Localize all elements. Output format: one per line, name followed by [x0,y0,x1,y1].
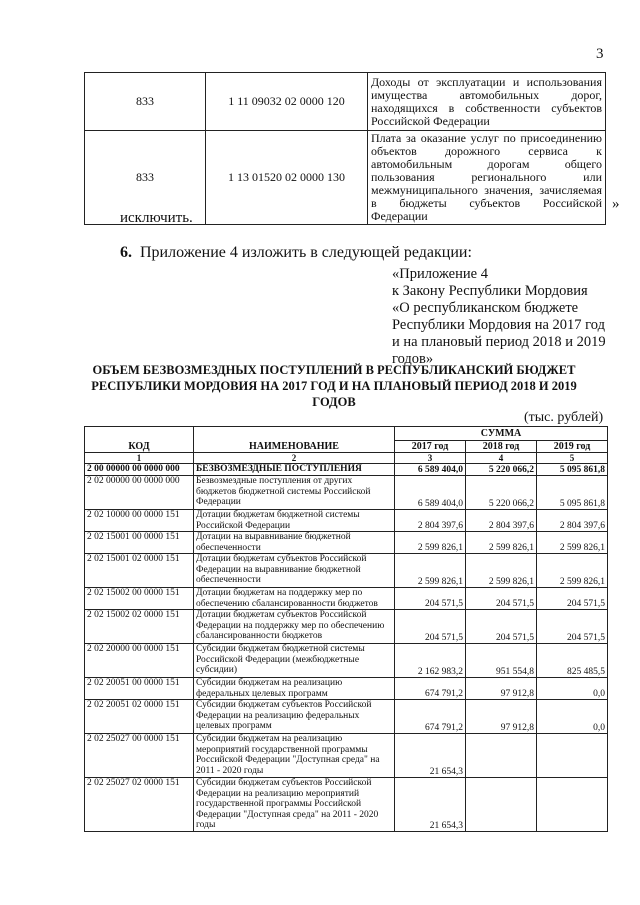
name-cell: Дотации бюджетам бюджетной системы Российской Федерации [194,510,395,532]
annex-line: «Приложение 4 [392,266,488,282]
table-row [85,778,608,832]
page-number: 3 [596,46,604,62]
name-cell: Безвозмездные поступления от других бюджетов бюджетной системы Российской Федерации [194,476,395,510]
value-2017: 674 791,2 [395,700,466,734]
value-2017: 6 589 404,0 [395,464,466,476]
col-number: 1 [85,453,194,464]
closing-quote: » [612,196,620,212]
item-text: Приложение 4 изложить в следующей редакции: [140,244,472,261]
value-2018: 97 912,8 [466,700,537,734]
item-6 [120,244,472,262]
value-2019: 5 095 861,8 [537,464,608,476]
table-row [85,464,608,476]
value-2018: 2 599 826,1 [466,554,537,588]
header-name: НАИМЕНОВАНИЕ [194,427,395,453]
table-row [85,588,608,610]
code-cell: 2 02 20051 02 0000 151 [85,700,194,734]
excluded-rows-table [84,72,606,225]
table-row [85,532,608,554]
value-2018: 204 571,5 [466,610,537,644]
annex-line: «О республиканском бюджете [392,300,579,316]
annex-line: годов» [392,351,434,367]
col-number: 3 [395,453,466,464]
kbk-code-cell: 1 11 09032 02 0000 120 [206,73,368,131]
value-2019: 5 095 861,8 [537,476,608,510]
code-cell: 2 02 25027 02 0000 151 [85,778,194,832]
table-row [85,73,606,131]
value-2018: 5 220 066,2 [466,464,537,476]
code-cell: 2 02 15002 00 0000 151 [85,588,194,610]
value-2019: 204 571,5 [537,588,608,610]
value-2018: 5 220 066,2 [466,476,537,510]
value-2019: 204 571,5 [537,610,608,644]
item-number: 6. [120,244,132,261]
table-row [85,734,608,778]
name-cell: Субсидии бюджетам субъектов Российской Федерации на реализацию мероприятий государственной программы Российской Федерации "Доступная среда" на 2011 - 2020 годы [194,778,395,832]
kbk-code-cell: 1 13 01520 02 0000 130 [206,131,368,225]
value-2017: 674 791,2 [395,678,466,700]
value-2019: 2 804 397,6 [537,510,608,532]
description-cell: Плата за оказание услуг по присоединению объектов дорожного сервиса к автомобильным дорогам общего пользования регионального или межмуниципального значения, зачисляемая в бюджеты субъектов Российской Федерации [368,131,606,225]
exclude-text: исключить. [120,210,193,226]
annex-line: и на плановый период 2018 и 2019 [392,334,606,350]
col-number: 4 [466,453,537,464]
code-cell: 2 02 00000 00 0000 000 [85,476,194,510]
annex-reference [392,266,612,368]
code-cell: 2 02 15001 00 0000 151 [85,532,194,554]
name-cell: Субсидии бюджетам бюджетной системы Российской Федерации (межбюджетные субсидии) [194,644,395,678]
code-cell: 2 02 20051 00 0000 151 [85,678,194,700]
value-2019: 0,0 [537,678,608,700]
table-row [85,476,608,510]
code-cell: 2 02 10000 00 0000 151 [85,510,194,532]
code-cell: 2 02 15002 02 0000 151 [85,610,194,644]
value-2017: 2 599 826,1 [395,554,466,588]
code-cell: 2 02 25027 00 0000 151 [85,734,194,778]
name-cell: Дотации на выравнивание бюджетной обеспеченности [194,532,395,554]
value-2017: 2 162 983,2 [395,644,466,678]
table-title [62,362,606,410]
header-sum: СУММА [395,427,608,441]
value-2019: 825 485,5 [537,644,608,678]
value-2017: 2 804 397,6 [395,510,466,532]
title-line: ГОДОВ [312,395,356,409]
col-number: 5 [537,453,608,464]
value-2017: 6 589 404,0 [395,476,466,510]
admin-code-cell: 833 [85,131,206,225]
name-cell: Дотации бюджетам субъектов Российской Федерации на выравнивание бюджетной обеспеченности [194,554,395,588]
value-2017: 2 599 826,1 [395,532,466,554]
value-2019: 0,0 [537,700,608,734]
name-cell: Субсидии бюджетам субъектов Российской Федерации на реализацию федеральных целевых программ [194,700,395,734]
value-2019: 2 599 826,1 [537,532,608,554]
units-label: (тыс. рублей) [524,410,604,425]
value-2017: 21 654,3 [395,778,466,832]
description-cell: Доходы от эксплуатации и использования имущества автомобильных дорог, находящихся в собственности субъектов Российской Федерации [368,73,606,131]
value-2018: 97 912,8 [466,678,537,700]
name-cell: Субсидии бюджетам на реализацию мероприятий государственной программы Российской Федерации "Доступная среда" на 2011 - 2020 годы [194,734,395,778]
table-row [85,610,608,644]
admin-code-cell: 833 [85,73,206,131]
value-2019: 2 599 826,1 [537,554,608,588]
header-2017: 2017 год [395,441,466,453]
value-2018: 204 571,5 [466,588,537,610]
table-row [85,554,608,588]
header-2018: 2018 год [466,441,537,453]
table-row [85,700,608,734]
table-row [85,510,608,532]
annex-line: к Закону Республики Мордовия [392,283,588,299]
revenue-table [84,426,608,832]
name-cell: БЕЗВОЗМЕЗДНЫЕ ПОСТУПЛЕНИЯ [194,464,395,476]
table-row [85,644,608,678]
value-2018: 951 554,8 [466,644,537,678]
code-cell: 2 02 15001 02 0000 151 [85,554,194,588]
value-2018 [466,734,537,778]
value-2017: 204 571,5 [395,610,466,644]
code-cell: 2 02 20000 00 0000 151 [85,644,194,678]
annex-line: Республики Мордовия на 2017 год [392,317,605,333]
value-2017: 204 571,5 [395,588,466,610]
value-2018 [466,778,537,832]
name-cell: Субсидии бюджетам на реализацию федеральных целевых программ [194,678,395,700]
value-2019 [537,734,608,778]
value-2018: 2 804 397,6 [466,510,537,532]
code-cell: 2 00 00000 00 0000 000 [85,464,194,476]
header-2019: 2019 год [537,441,608,453]
name-cell: Дотации бюджетам субъектов Российской Федерации на поддержку мер по обеспечению сбалансированности бюджетов [194,610,395,644]
col-number: 2 [194,453,395,464]
table-row [85,678,608,700]
title-line: ОБЪЕМ БЕЗВОЗМЕЗДНЫХ ПОСТУПЛЕНИЙ В РЕСПУБЛИКАНСКИЙ БЮДЖЕТ [92,363,576,377]
header-code: КОД [85,427,194,453]
value-2018: 2 599 826,1 [466,532,537,554]
title-line: РЕСПУБЛИКИ МОРДОВИЯ НА 2017 ГОД И НА ПЛАНОВЫЙ ПЕРИОД 2018 И 2019 [91,379,577,393]
value-2019 [537,778,608,832]
value-2017: 21 654,3 [395,734,466,778]
name-cell: Дотации бюджетам на поддержку мер по обеспечению сбалансированности бюджетов [194,588,395,610]
